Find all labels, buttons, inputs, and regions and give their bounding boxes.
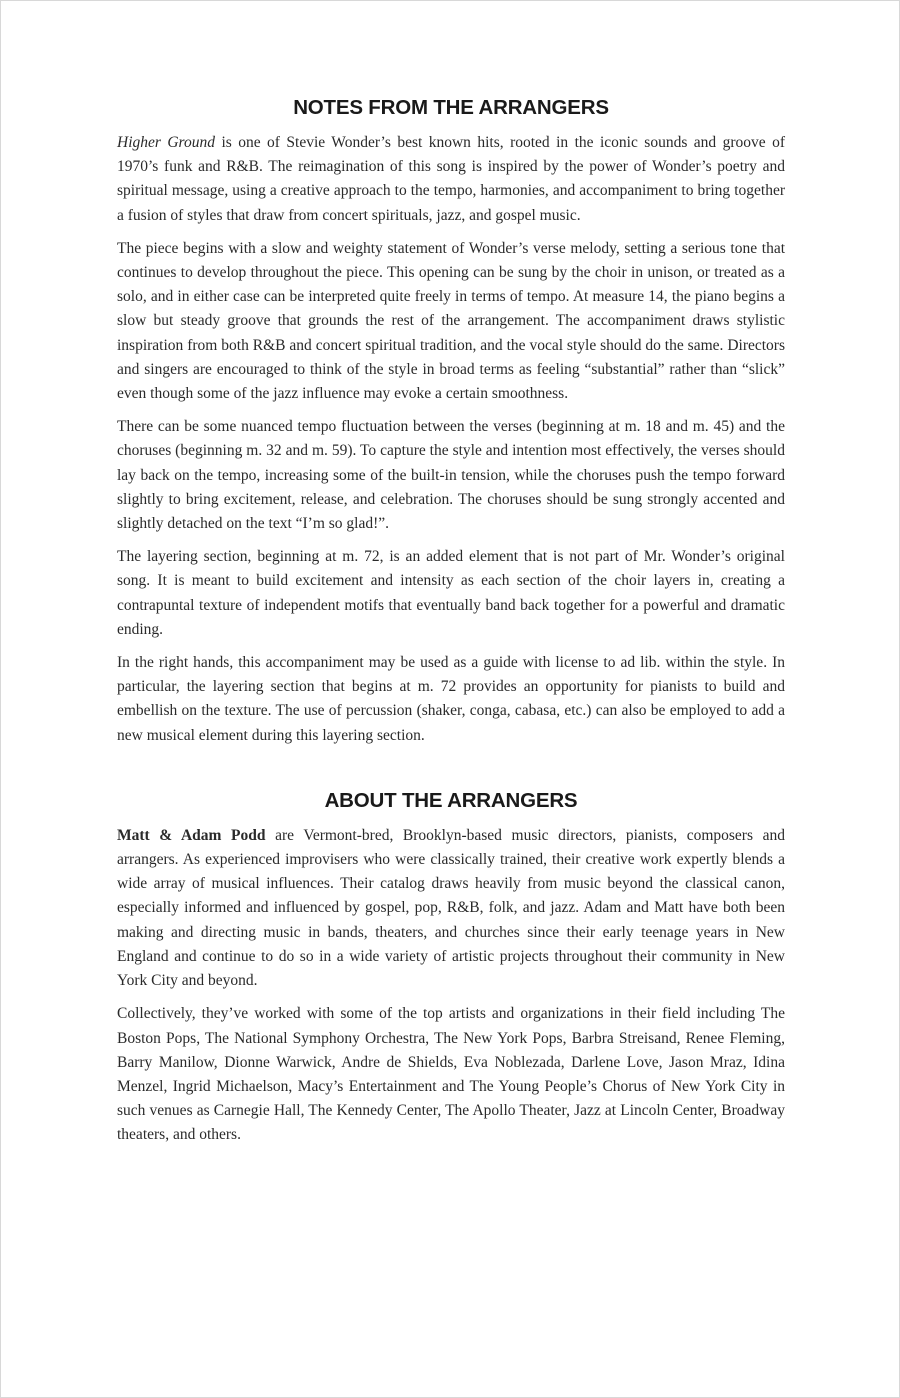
about-heading: ABOUT THE ARRANGERS bbox=[324, 788, 578, 812]
about-paragraph-1-text: are Vermont-bred, Brooklyn-based music directors, pianists, composers and arrangers. As experienced improvisers who were classically trained, their creative work expertly blends a wide array of musical influences. Their catalog draws heavily from music beyond the classical canon, especially informed and influenced by gospel, pop, R&B, folk, and jazz. Adam and Matt have both been making and directing music in bands, theaters, and churches since their early teenage years in New England and continue to do so in a wide variety of artistic projects throughout their community in New York City and beyond. bbox=[117, 826, 785, 990]
notes-paragraph-1 bbox=[117, 131, 785, 228]
arranger-names: Matt & Adam Podd bbox=[117, 826, 266, 844]
notes-paragraph-2: The piece begins with a slow and weighty statement of Wonder’s verse melody, setting a serious tone that continues to develop throughout the piece. This opening can be sung by the choir in unison, or treated as a solo, and in either case can be interpreted quite freely in terms of tempo. At measure 14, the piano begins a slow but steady groove that grounds the rest of the arrangement. The accompaniment draws stylistic inspiration from both R&B and concert spiritual tradition, and the vocal style should do the same. Directors and singers are encouraged to think of the style in broad terms as feeling “substantial” rather than “slick” even though some of the jazz influence may evoke a certain smoothness. bbox=[117, 239, 785, 403]
notes-paragraph-3: There can be some nuanced tempo fluctuation between the verses (beginning at m. 18 and m. 45) and the choruses (beginning m. 32 and m. 59). To capture the style and intention most effectively, the verses should lay back on the tempo, increasing some of the built-in tension, while the choruses push the tempo forward slightly to bring excitement, release, and celebration. The choruses should be sung strongly accented and slightly detached on the text “I’m so glad!”. bbox=[117, 418, 785, 533]
notes-paragraph-5: In the right hands, this accompaniment may be used as a guide with license to ad lib. within the style. In particular, the layering section that begins at m. 72 provides an opportunity for pianists to build and embellish on the texture. The use of percussion (shaker, conga, cabasa, etc.) can also be employed to add a new musical element during this layering section. bbox=[117, 654, 785, 744]
notes-paragraph-1-text: is one of Stevie Wonder’s best known hits, rooted in the iconic sounds and groove of 1970’s funk and R&B. The reimagination of this song is inspired by the power of Wonder’s poetry and spiritual message, using a creative approach to the tempo, harmonies, and accompaniment to bring together a fusion of styles that draw from concert spirituals, jazz, and gospel music. bbox=[117, 134, 786, 224]
song-title: Higher Ground bbox=[117, 134, 216, 151]
about-paragraph-1 bbox=[117, 824, 785, 993]
about-paragraph-2: Collectively, they’ve worked with some of the top artists and organizations in their field including The Boston Pops, The National Symphony Orchestra, The New York Pops, Barbra Streisand, Renee Fleming, Barry Manilow, Dionne Warwick, Andre de Shields, Eva Noblezada, Darlene Love, Jason Mraz, Idina Menzel, Ingrid Michaelson, Macy’s Entertainment and The Young People’s Chorus of New York City in such venues as Carnegie Hall, The Kennedy Center, The Apollo Theater, Jazz at Lincoln Center, Broadway theaters, and others. bbox=[117, 1005, 785, 1144]
notes-paragraph-4: The layering section, beginning at m. 72, is an added element that is not part of Mr. Wonder’s original song. It is meant to build excitement and intensity as each section of the choir layers in, creating a contrapuntal texture of independent motifs that eventually band back together for a powerful and dramatic ending. bbox=[117, 548, 785, 638]
page-content bbox=[117, 93, 785, 1157]
notes-heading: NOTES FROM THE ARRANGERS bbox=[293, 96, 609, 119]
